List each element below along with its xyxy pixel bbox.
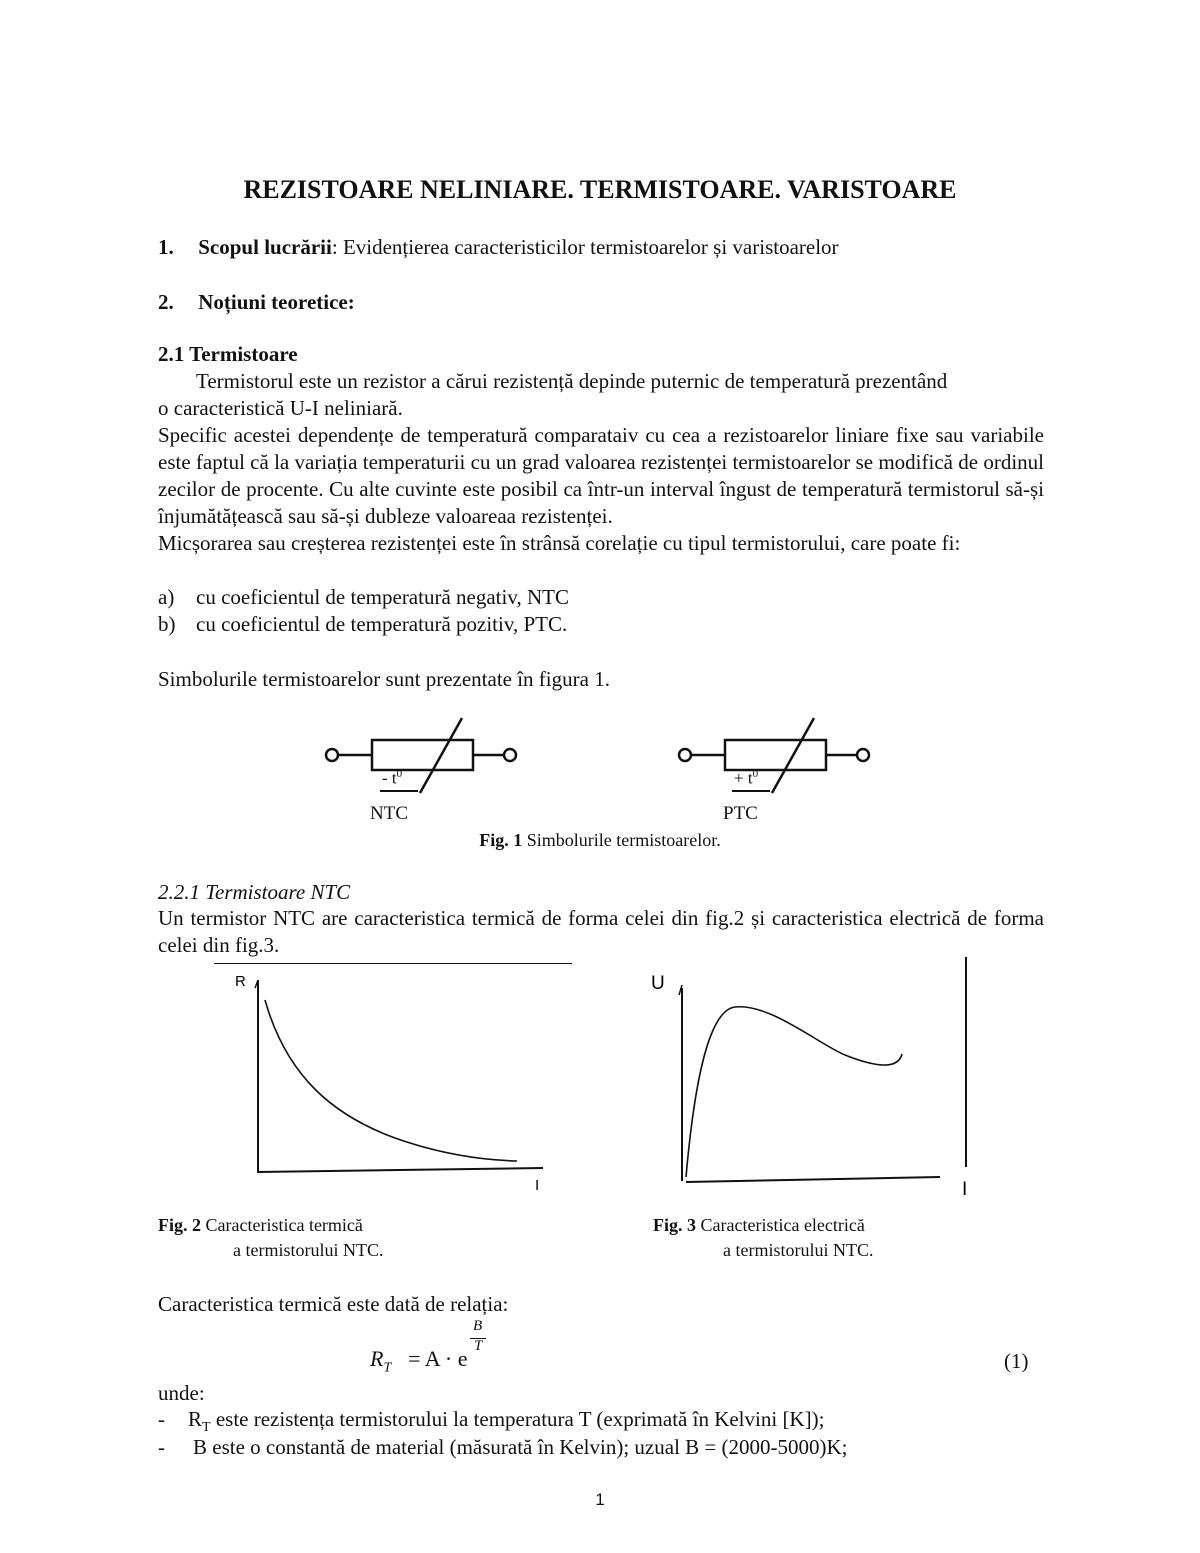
figure-2-chart [225, 968, 555, 1193]
figure-2-caption-line1 [158, 1213, 363, 1237]
list-marker: a) [158, 585, 175, 609]
formula-lhs [370, 1346, 391, 1376]
figure-2-caption-label: Fig. 2 [158, 1215, 201, 1235]
figure-3-caption-text: Caracteristica electrică [696, 1215, 865, 1235]
figure-1-caption [0, 828, 1200, 852]
ptc-temp-sup: 0 [752, 768, 759, 780]
formula-lhs-sub: T [383, 1360, 392, 1376]
definition-symbol: R [188, 1407, 203, 1431]
figure-2-curve [265, 1000, 517, 1161]
section-2-2-1-heading: 2.2.1 Termistoare NTC [158, 880, 351, 904]
section-2 [158, 289, 355, 316]
ptc-temp-text: + t [734, 768, 753, 788]
thermistor-paragraph-3: Micșorarea sau creșterea rezistenței este în strânsă corelație cu tipul termistorului, care poate fi: [158, 531, 961, 555]
page-number: 1 [595, 1490, 605, 1509]
symbols-intro: Simbolurile termistoarelor sunt prezentate în figura 1. [158, 667, 610, 691]
ntc-temp-sup: 0 [396, 768, 403, 780]
definition-item [193, 1434, 848, 1461]
figure-3-x-axis [686, 1177, 940, 1182]
figure-3-caption-label: Fig. 3 [653, 1215, 696, 1235]
figure-2-y-label: R [235, 973, 246, 990]
section-1-text: Evidențierea caracteristicilor termistoarelor și varistoarelor [342, 235, 839, 259]
ntc-label: NTC [370, 803, 408, 824]
figure-2-caption-line2: a termistorului NTC. [233, 1240, 384, 1260]
formula-number: (1) [1004, 1349, 1029, 1373]
definition-text: B este o constantă de material (măsurată în Kelvin); uzual B = (2000-5000)K; [193, 1435, 848, 1459]
figure-2-x-axis [258, 1168, 543, 1172]
figure-3-caption-line1 [653, 1213, 865, 1237]
formula-rhs [408, 1346, 467, 1372]
section-2-label: Noțiuni teoretice: [198, 290, 355, 314]
list-marker: - [158, 1435, 165, 1459]
section-1-label: Scopul lucrării [198, 235, 332, 259]
section-1 [158, 234, 839, 261]
formula-lhs-symbol: R [370, 1346, 384, 1371]
definition-symbol-sub: T [202, 1420, 211, 1436]
section-2-1-heading: 2.1 Termistoare [158, 342, 298, 366]
list-item-text: cu coeficientul de temperatură negativ, NTC [196, 585, 569, 609]
figure-3-x-label: I [962, 1179, 968, 1200]
ntc-temp-text: - t [382, 768, 397, 788]
list-marker: b) [158, 612, 176, 636]
divider-line [214, 963, 572, 964]
figure-3-caption-line2: a termistorului NTC. [723, 1240, 874, 1260]
formula-rhs-text: = A · e [408, 1346, 468, 1371]
ptc-temp-label [734, 762, 758, 791]
section-2-number: 2. [158, 290, 174, 314]
ntc-temp-label [382, 762, 402, 791]
thermistor-paragraph-line1: Termistorul este un rezistor a cărui rezistență depinde puternic de temperatură prezentând [196, 369, 948, 393]
figure-3-chart [640, 955, 980, 1215]
formula-exp-den: T [474, 1338, 483, 1354]
ntc-paragraph: Un termistor NTC are caracteristica termică de forma celei din fig.2 și caracteristica electrică de forma celei din fig.3. [158, 906, 1044, 957]
thermistor-paragraph-2: Specific acestei dependențe de temperatură comparataiv cu cea a rezistoarelor liniare fixe sau variabile este faptul că la variația temperaturii cu un grad valoarea rezistenței termistoarelor se modifică de ordinul zecilor de procente. Cu alte cuvinte este posibil ca într-un interval îngust de temperatură termistorul să-și înjumătățească sau să-și dubleze valoareaa rezistenței. [158, 423, 1044, 528]
relation-intro: Caracteristica termică este dată de relația: [158, 1292, 509, 1316]
figure-2-x-label: I [535, 1177, 540, 1193]
figure-2-caption-text: Caracteristica termică [201, 1215, 363, 1235]
list-item [158, 584, 174, 611]
definition-text: este rezistența termistorului la temperatura T (exprimată în Kelvini [K]); [210, 1407, 825, 1431]
where-label: unde: [158, 1381, 205, 1405]
ptc-symbol [679, 718, 869, 793]
figure-3-curve [686, 1007, 902, 1177]
list-item [158, 611, 176, 638]
formula-exp-num: B [473, 1318, 483, 1334]
list-item-text: cu coeficientul de temperatură pozitiv, PTC. [196, 612, 568, 636]
page-title: REZISTOARE NELINIARE. TERMISTOARE. VARISTOARE [243, 175, 957, 204]
thermistor-paragraph-line2: o caracteristică U-I neliniară. [158, 396, 403, 420]
figure-1-caption-label: Fig. 1 [479, 830, 523, 850]
section-1-colon: : [331, 235, 338, 259]
ptc-label: PTC [723, 803, 758, 824]
section-1-number: 1. [158, 235, 174, 259]
figure-1-caption-text: Simbolurile termistoarelor. [522, 830, 721, 850]
ntc-symbol [326, 718, 516, 793]
formula [370, 1318, 510, 1376]
figure-3-y-label: U [651, 973, 665, 994]
list-marker: - [158, 1407, 165, 1431]
